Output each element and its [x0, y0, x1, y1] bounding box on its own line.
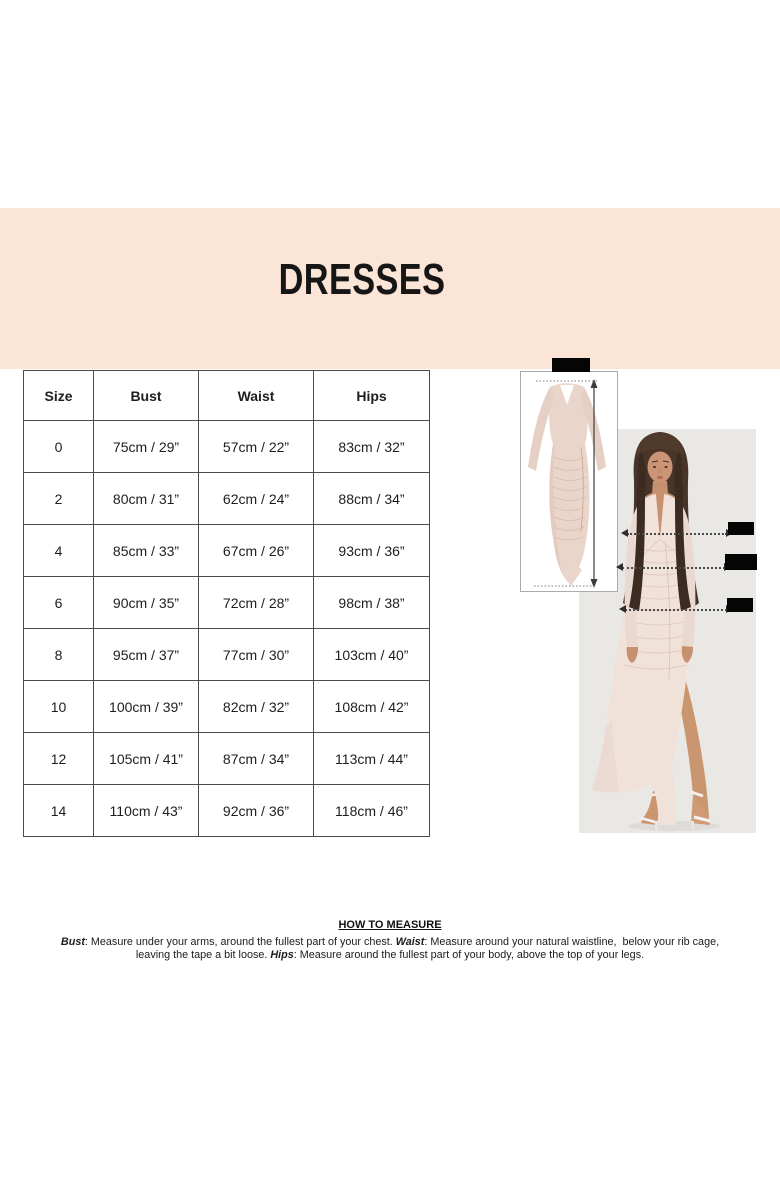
column-header: Hips [314, 371, 430, 421]
column-header: Waist [199, 371, 314, 421]
hips-cell: 88cm / 34” [314, 473, 430, 525]
size-cell: 12 [24, 733, 94, 785]
bust-cell: 75cm / 29” [94, 421, 199, 473]
waist-cell: 67cm / 26” [199, 525, 314, 577]
waist-cell: 57cm / 22” [199, 421, 314, 473]
size-cell: 10 [24, 681, 94, 733]
waist-cell: 82cm / 32” [199, 681, 314, 733]
size-chart-table [23, 370, 430, 837]
bust-cell: 100cm / 39” [94, 681, 199, 733]
measure-instruction: : Measure under your arms, around the fullest part of your chest. [84, 936, 396, 948]
table-row [24, 681, 430, 733]
dress-illustration [521, 372, 617, 591]
hips-cell: 83cm / 32” [314, 421, 430, 473]
waist-cell: 72cm / 28” [199, 577, 314, 629]
hips-cell: 98cm / 38” [314, 577, 430, 629]
redacted-brand-label [552, 358, 590, 372]
redacted-waist-label [725, 554, 757, 570]
waist-cell: 92cm / 36” [199, 785, 314, 837]
measure-term: Waist [395, 936, 425, 948]
hips-cell: 118cm / 46” [314, 785, 430, 837]
redacted-bust-label [728, 522, 754, 535]
waist-cell: 87cm / 34” [199, 733, 314, 785]
size-cell: 8 [24, 629, 94, 681]
redacted-hips-label [727, 598, 753, 612]
how-to-measure-text [44, 936, 736, 961]
table-row [24, 577, 430, 629]
hips-cell: 108cm / 42” [314, 681, 430, 733]
measure-term: Hips [270, 948, 294, 961]
how-to-measure-heading: HOW TO MEASURE [338, 919, 442, 931]
hips-cell: 93cm / 36” [314, 525, 430, 577]
size-cell: 2 [24, 473, 94, 525]
column-header: Size [24, 371, 94, 421]
size-cell: 0 [24, 421, 94, 473]
measure-instruction: : Measure around your natural waistline, below your rib cage, leaving the tape a bit loose. [135, 936, 720, 961]
measure-term: Bust [60, 936, 85, 948]
bust-cell: 90cm / 35” [94, 577, 199, 629]
arrow-left-icon [616, 563, 623, 571]
header-row [24, 371, 430, 421]
measure-instruction: : Measure around the fullest part of your body, above the top of your legs. [293, 948, 645, 961]
waist-cell: 77cm / 30” [199, 629, 314, 681]
arrow-left-icon [619, 605, 626, 613]
table-row [24, 733, 430, 785]
size-cell: 6 [24, 577, 94, 629]
column-header: Bust [94, 371, 199, 421]
page-title: DRESSES [278, 255, 446, 304]
table-row [24, 421, 430, 473]
table-row [24, 785, 430, 837]
bust-cell: 95cm / 37” [94, 629, 199, 681]
hips-measure-line [625, 609, 727, 611]
size-cell: 4 [24, 525, 94, 577]
arrow-left-icon [621, 529, 628, 537]
dress-flat-image [520, 371, 618, 592]
table-row [24, 525, 430, 577]
waist-cell: 62cm / 24” [199, 473, 314, 525]
bust-cell: 110cm / 43” [94, 785, 199, 837]
hips-cell: 113cm / 44” [314, 733, 430, 785]
hips-cell: 103cm / 40” [314, 629, 430, 681]
bust-cell: 105cm / 41” [94, 733, 199, 785]
table-row [24, 629, 430, 681]
size-chart-header [24, 371, 430, 421]
category-banner [0, 208, 780, 369]
size-cell: 14 [24, 785, 94, 837]
bust-measure-line [627, 533, 727, 535]
bust-cell: 80cm / 31” [94, 473, 199, 525]
bust-cell: 85cm / 33” [94, 525, 199, 577]
waist-measure-line [622, 567, 725, 569]
table-row [24, 473, 430, 525]
